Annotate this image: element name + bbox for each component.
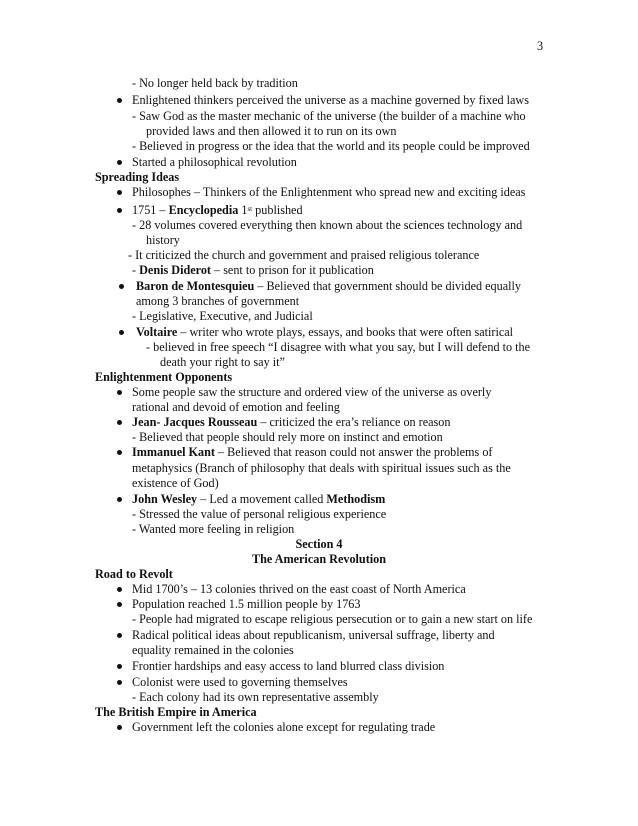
- text-line: rational and devoid of emotion and feeling: [132, 400, 340, 414]
- bullet-item: Colonist were used to governing themselves: [132, 675, 348, 689]
- bullet-icon: [117, 497, 122, 502]
- text-line: history: [146, 233, 180, 247]
- bullet-item: Immanuel Kant – Believed that reason could not answer the problems of: [132, 445, 493, 459]
- text-line: equality remained in the colonies: [132, 643, 294, 657]
- bullet-icon: [117, 680, 122, 685]
- text-line: death your right to say it”: [160, 355, 285, 369]
- text-line: - Believed in progress or the idea that the world and its people could be improved: [132, 139, 530, 153]
- text-line: - Wanted more feeling in religion: [132, 522, 295, 536]
- text-line: - It criticized the church and government and praised religious tolerance: [128, 248, 480, 262]
- text-line: - Saw God as the master mechanic of the universe (the builder of a machine who: [132, 109, 526, 123]
- bullet-item: John Wesley – Led a movement called Methodism: [132, 492, 386, 506]
- bullet-icon: [117, 633, 122, 638]
- bullet-item: Mid 1700’s – 13 colonies thrived on the east coast of North America: [132, 582, 466, 596]
- bullet-item: Radical political ideas about republicanism, universal suffrage, liberty and: [132, 628, 495, 642]
- bullet-item: Government left the colonies alone except for regulating trade: [132, 720, 436, 734]
- bullet-icon: [117, 602, 122, 607]
- section-title: The American Revolution: [251, 552, 387, 566]
- bullet-item: Some people saw the structure and ordered view of the universe as overly: [132, 385, 492, 399]
- bullet-icon: [117, 450, 122, 455]
- text-line: - Denis Diderot – sent to prison for it publication: [132, 263, 374, 277]
- bullet-icon: [117, 587, 122, 592]
- bullet-icon: [117, 664, 122, 669]
- text-line: - believed in free speech “I disagree with what you say, but I will defend to the: [146, 340, 530, 354]
- section-number: Section 4: [295, 537, 343, 551]
- bullet-item: Population reached 1.5 million people by 1763: [132, 597, 361, 611]
- section-heading: Spreading Ideas: [95, 170, 180, 184]
- bullet-icon: [117, 725, 122, 730]
- text-line: among 3 branches of government: [136, 294, 300, 308]
- section-heading: Enlightenment Opponents: [95, 370, 233, 384]
- bullet-item: Philosophes – Thinkers of the Enlightenment who spread new and exciting ideas: [132, 185, 526, 199]
- bullet-item: Enlightened thinkers perceived the universe as a machine governed by fixed laws: [132, 93, 529, 107]
- bullet-icon: [119, 284, 124, 289]
- bullet-item: Started a philosophical revolution: [132, 155, 297, 169]
- text-line: provided laws and then allowed it to run on its own: [146, 124, 397, 138]
- bullet-icon: [117, 190, 122, 195]
- text-line: metaphysics (Branch of philosophy that deals with spiritual issues such as the: [132, 461, 511, 475]
- bullet-icon: [119, 330, 124, 335]
- text-line: - Stressed the value of personal religious experience: [132, 507, 387, 521]
- section-heading: Road to Revolt: [95, 567, 173, 581]
- text-line: - Legislative, Executive, and Judicial: [132, 309, 313, 323]
- text-line: - No longer held back by tradition: [132, 76, 298, 90]
- bullet-icon: [117, 420, 122, 425]
- bullet-item: Baron de Montesquieu – Believed that government should be divided equally: [136, 279, 521, 293]
- bullet-icon: [117, 160, 122, 165]
- text-line: - 28 volumes covered everything then known about the sciences technology and: [132, 218, 523, 232]
- bullet-icon: [117, 208, 122, 213]
- bullet-item: Jean- Jacques Rousseau – criticized the era’s reliance on reason: [132, 415, 451, 429]
- bullet-item: Voltaire – writer who wrote plays, essays, and books that were often satirical: [136, 325, 514, 339]
- bullet-icon: [117, 390, 122, 395]
- section-heading: The British Empire in America: [95, 705, 257, 719]
- text-line: - Each colony had its own representative assembly: [132, 690, 379, 704]
- bullet-item: Frontier hardships and easy access to land blurred class division: [132, 659, 445, 673]
- page-number: 3: [537, 39, 544, 53]
- text-line: existence of God): [132, 476, 219, 490]
- bullet-icon: [117, 98, 122, 103]
- text-line: - People had migrated to escape religious persecution or to gain a new start on life: [132, 612, 533, 626]
- text-line: - Believed that people should rely more on instinct and emotion: [132, 430, 443, 444]
- bullet-item: 1751 – Encyclopedia 1st published: [132, 203, 303, 217]
